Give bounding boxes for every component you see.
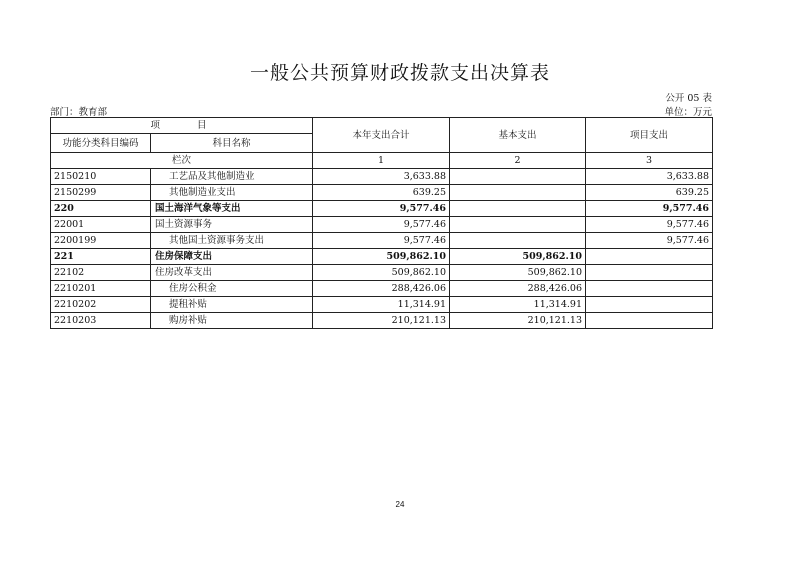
name-cell: 住房公积金: [151, 281, 313, 297]
basic-cell: 288,426.06: [450, 281, 586, 297]
item-group-header: 项 目: [51, 118, 313, 134]
total-cell: 9,577.46: [313, 217, 450, 233]
unit-label: 单位：万元: [664, 107, 712, 118]
table-row: [51, 217, 713, 233]
basic-cell: [450, 233, 586, 249]
basic-cell: 210,121.13: [450, 313, 586, 329]
page-number: 24: [395, 500, 405, 509]
total-cell: 210,121.13: [313, 313, 450, 329]
page-title: 一般公共预算财政拨款支出决算表: [249, 62, 550, 84]
total-cell: 509,862.10: [313, 265, 450, 281]
name-cell: 住房保障支出: [151, 249, 313, 265]
total-cell: 288,426.06: [313, 281, 450, 297]
code-cell: 2150299: [51, 185, 151, 201]
code-cell: 2210203: [51, 313, 151, 329]
table-row: [51, 201, 713, 217]
total-cell: 3,633.88: [313, 169, 450, 185]
name-cell: 其他国土资源事务支出: [151, 233, 313, 249]
table-row: [51, 281, 713, 297]
name-cell: 购房补贴: [151, 313, 313, 329]
basic-cell: 509,862.10: [450, 265, 586, 281]
department-label: 部门：教育部: [50, 107, 108, 118]
table-row: [51, 297, 713, 313]
project-cell: [586, 281, 713, 297]
name-cell: 国土资源事务: [151, 217, 313, 233]
basic-column-header: 基本支出: [450, 118, 586, 153]
name-column-header: 科目名称: [151, 134, 313, 153]
project-cell: 3,633.88: [586, 169, 713, 185]
project-cell: 9,577.46: [586, 217, 713, 233]
code-cell: 2150210: [51, 169, 151, 185]
name-cell: 住房改革支出: [151, 265, 313, 281]
basic-cell: [450, 185, 586, 201]
code-column-header: 功能分类科目编码: [51, 134, 151, 153]
form-number: 公开 05 表: [665, 93, 712, 104]
index-label: 栏次: [51, 153, 313, 169]
code-cell: 22102: [51, 265, 151, 281]
project-cell: [586, 297, 713, 313]
project-cell: 9,577.46: [586, 201, 713, 217]
basic-cell: [450, 201, 586, 217]
basic-cell: 11,314.91: [450, 297, 586, 313]
basic-cell: [450, 217, 586, 233]
total-cell: 639.25: [313, 185, 450, 201]
code-cell: 220: [51, 201, 151, 217]
table-row: [51, 169, 713, 185]
project-column-header: 项目支出: [586, 118, 713, 153]
expenditure-table: [50, 117, 713, 329]
name-cell: 提租补贴: [151, 297, 313, 313]
project-cell: 9,577.46: [586, 233, 713, 249]
total-cell: 9,577.46: [313, 233, 450, 249]
table-row: [51, 233, 713, 249]
index-cell: 2: [450, 153, 586, 169]
code-cell: 2210202: [51, 297, 151, 313]
index-cell: 1: [313, 153, 450, 169]
project-cell: [586, 265, 713, 281]
project-cell: [586, 313, 713, 329]
table-row: [51, 265, 713, 281]
project-cell: 639.25: [586, 185, 713, 201]
code-cell: 221: [51, 249, 151, 265]
name-cell: 国土海洋气象等支出: [151, 201, 313, 217]
code-cell: 2200199: [51, 233, 151, 249]
table-row: [51, 313, 713, 329]
index-cell: 3: [586, 153, 713, 169]
total-cell: 509,862.10: [313, 249, 450, 265]
total-cell: 9,577.46: [313, 201, 450, 217]
total-column-header: 本年支出合计: [313, 118, 450, 153]
table-row: [51, 249, 713, 265]
table-row: [51, 185, 713, 201]
name-cell: 工艺品及其他制造业: [151, 169, 313, 185]
index-row: [51, 153, 713, 169]
basic-cell: 509,862.10: [450, 249, 586, 265]
name-cell: 其他制造业支出: [151, 185, 313, 201]
code-cell: 2210201: [51, 281, 151, 297]
total-cell: 11,314.91: [313, 297, 450, 313]
basic-cell: [450, 169, 586, 185]
project-cell: [586, 249, 713, 265]
code-cell: 22001: [51, 217, 151, 233]
